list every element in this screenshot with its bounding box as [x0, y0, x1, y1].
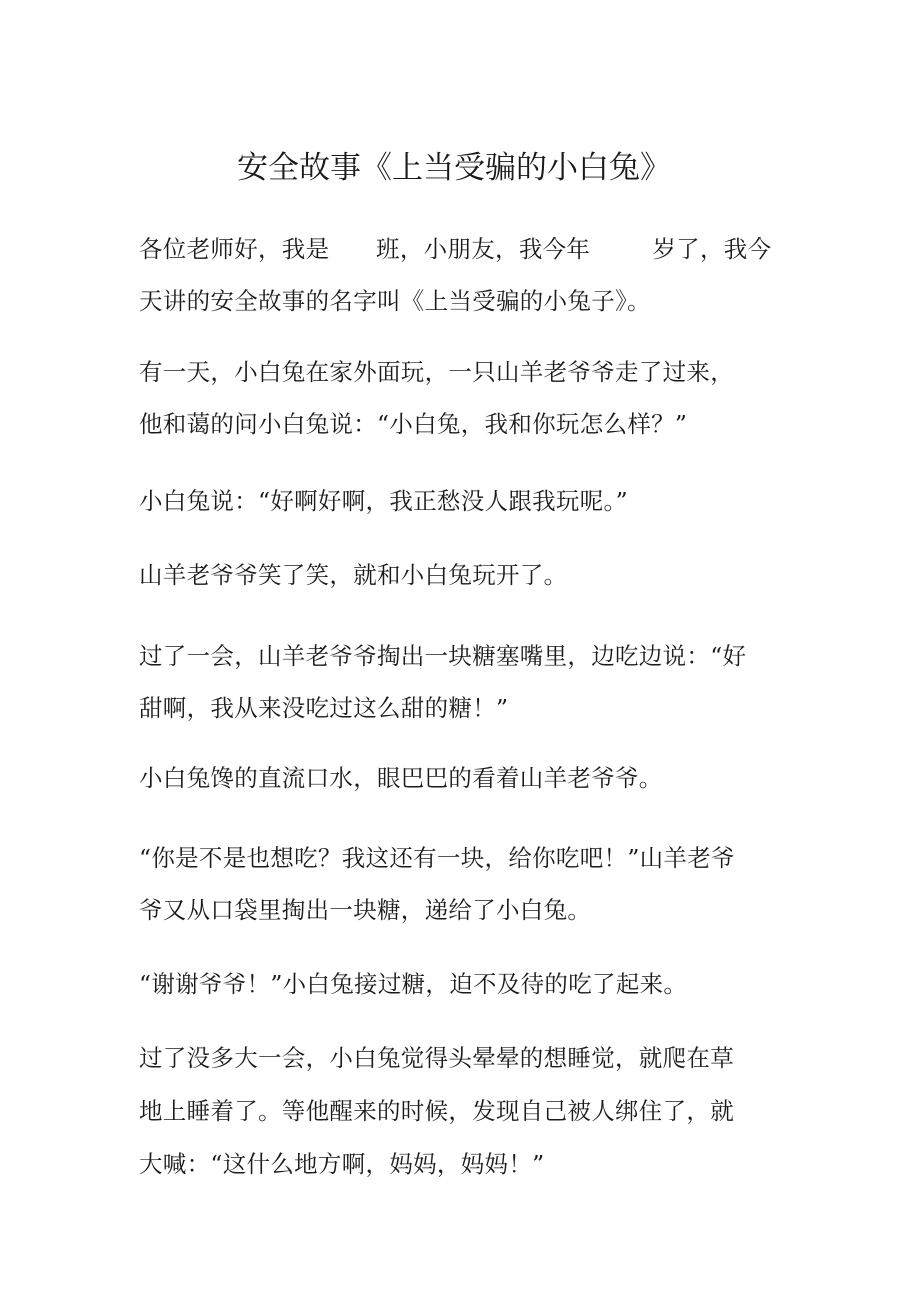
document-title: 安全故事《上当受骗的小白兔》 [237, 150, 671, 186]
paragraph-intro [139, 223, 789, 327]
paragraph-line: 小白兔馋的直流口水，眼巴巴的看着山羊老爷爷。 [139, 764, 663, 792]
paragraph [139, 958, 789, 1010]
paragraph [139, 832, 789, 936]
paragraph [139, 549, 789, 601]
paragraph-line: 各位老师好，我是 班，小朋友，我今年 岁了，我今 [139, 235, 772, 263]
paragraph-line: 他和蔼的问小白兔说：“小白兔，我和你玩怎么样？” [139, 410, 688, 438]
paragraph-line: 山羊老爷爷笑了笑，就和小白兔玩开了。 [139, 561, 568, 589]
paragraph [139, 346, 789, 450]
paragraph [139, 1032, 789, 1191]
paragraph [139, 630, 789, 734]
paragraph-line: 过了没多大一会，小白兔觉得头晕晕的想睡觉，就爬在草 [139, 1044, 734, 1072]
paragraph-line: 有一天，小白兔在家外面玩，一只山羊老爷爷走了过来， [139, 358, 734, 386]
paragraph-line: 小白兔说：“好啊好啊，我正愁没人跟我玩呢。” [139, 487, 628, 515]
paragraph [139, 475, 789, 527]
paragraph-line: 爷又从口袋里掏出一块糖，递给了小白兔。 [139, 896, 592, 924]
paragraph-line: 大喊：“这什么地方啊，妈妈，妈妈！” [139, 1150, 545, 1178]
paragraph-line: 天讲的安全故事的名字叫《上当受骗的小兔子》。 [139, 287, 651, 315]
paragraph-line: “你是不是也想吃？我这还有一块，给你吃吧！”山羊老爷 [139, 844, 735, 872]
paragraph [139, 752, 789, 804]
paragraph-line: 甜啊，我从来没吃过这么甜的糖！” [139, 694, 509, 722]
paragraph-line: 地上睡着了。等他醒来的时候，发现自己被人绑住了，就 [139, 1097, 734, 1125]
paragraph-line: 过了一会，山羊老爷爷掏出一块糖塞嘴里，边吃边说：“好 [139, 642, 747, 670]
paragraph-line: “谢谢爷爷！”小白兔接过糖，迫不及待的吃了起来。 [139, 970, 688, 998]
